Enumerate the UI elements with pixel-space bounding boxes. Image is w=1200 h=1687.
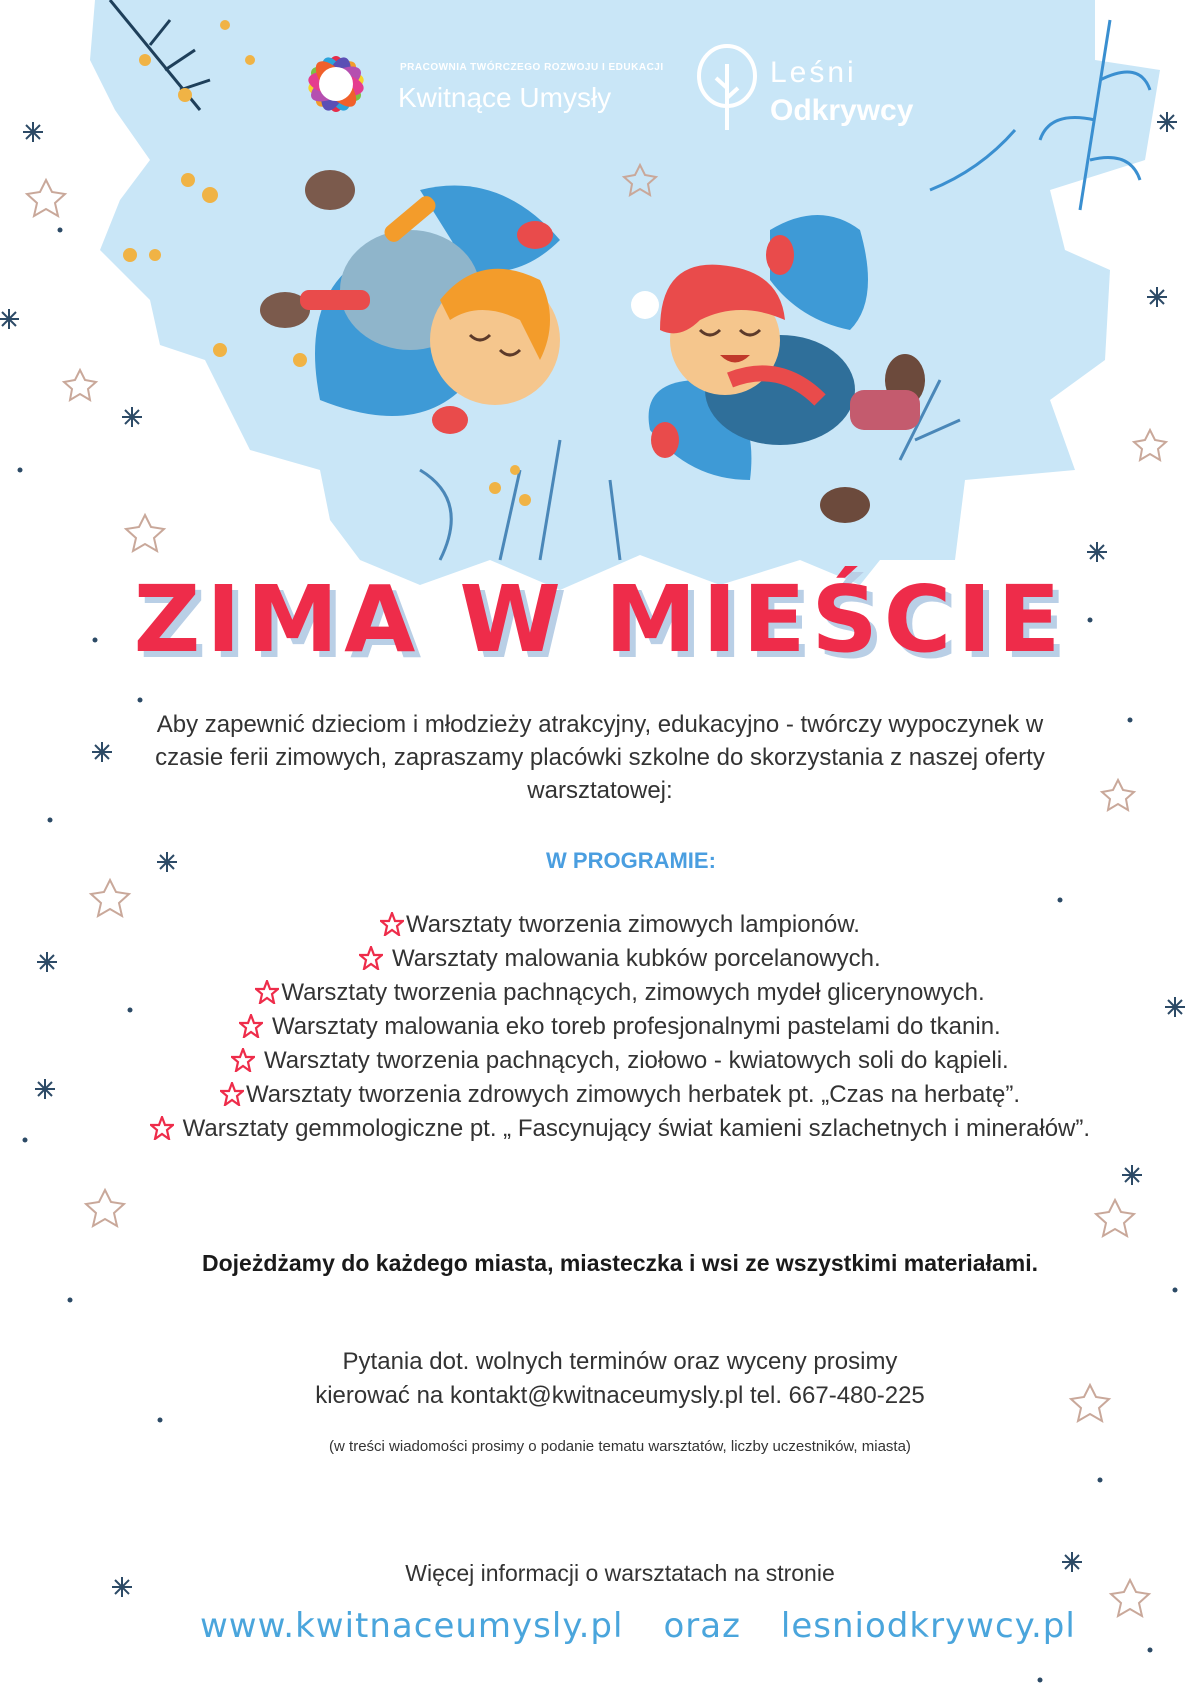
links-separator: oraz	[663, 1606, 741, 1646]
program-item-text: Warsztaty tworzenia zdrowych zimowych herbatek pt. „Czas na herbatę”.	[245, 1081, 1021, 1108]
program-list	[120, 908, 1120, 1146]
star-bullet-icon	[150, 1116, 174, 1140]
program-item-text: Warsztaty tworzenia zimowych lampionów.	[406, 911, 860, 938]
link-lesniodkrywcy[interactable]: lesniodkrywcy.pl	[780, 1606, 1076, 1646]
contact-note: (w treści wiadomości prosimy o podanie tematu warsztatów, liczby uczestników, miasta)	[329, 1438, 911, 1455]
star-bullet-icon	[220, 1082, 244, 1106]
more-info-text: Więcej informacji o warsztatach na stronie	[405, 1560, 835, 1586]
logo-kwitnace-name: Kwitnące Umysły	[398, 82, 612, 113]
program-item	[120, 1010, 1120, 1044]
link-kwitnaceumysly[interactable]: www.kwitnaceumysly.pl	[200, 1606, 624, 1646]
flower-logo-icon	[288, 38, 384, 130]
logo-lesni-line1: Leśni	[770, 56, 857, 89]
logo-lesni-odkrywcy[interactable]	[694, 44, 934, 134]
page-title: ZIMA W MIEŚCIE	[133, 566, 1067, 673]
program-item	[120, 942, 1120, 976]
program-item-text: Warsztaty tworzenia pachnących, zimowych mydeł glicerynowych.	[281, 979, 985, 1006]
program-heading: W PROGRAMIE:	[546, 848, 716, 873]
program-item-text: Warsztaty tworzenia pachnących, ziołowo - kwiatowych soli do kąpieli.	[263, 1047, 1009, 1074]
program-item-text: Warsztaty gemmologiczne pt. „ Fascynujący świat kamieni szlachetnych i minerałów”.	[182, 1115, 1091, 1142]
intro-paragraph: Aby zapewnić dzieciom i młodzieży atrakcyjny, edukacyjno - twórczy wypoczynek w czasie ferii zimowych, zapraszamy placówki szkolne do skorzystania z naszej oferty warsztatowej:	[155, 711, 1045, 804]
program-item	[120, 1044, 1120, 1078]
program-item-text: Warsztaty malowania eko toreb profesjonalnymi pastelami do tkanin.	[271, 1013, 1001, 1040]
contact-block	[200, 1345, 1040, 1413]
star-bullet-icon	[255, 980, 279, 1004]
star-bullet-icon	[380, 912, 404, 936]
logo-lesni-line2: Odkrywcy	[770, 94, 914, 127]
contact-line-1: Pytania dot. wolnych terminów oraz wyceny prosimy	[342, 1348, 898, 1375]
program-item	[120, 908, 1120, 942]
star-bullet-icon	[231, 1048, 255, 1072]
contact-line-2[interactable]: kierować na kontakt@kwitnaceumysly.pl tel. 667-480-225	[315, 1382, 925, 1409]
travel-statement: Dojeżdżamy do każdego miasta, miasteczka i wsi ze wszystkimi materiałami.	[201, 1250, 1038, 1276]
logo-kwitnace-umysly[interactable]	[288, 38, 678, 130]
website-links	[200, 1606, 1076, 1646]
program-item	[120, 1078, 1120, 1112]
program-item-text: Warsztaty malowania kubków porcelanowych.	[392, 945, 881, 972]
star-bullet-icon	[239, 1014, 263, 1038]
tree-logo-icon	[694, 44, 760, 134]
logo-kwitnace-subtitle: PRACOWNIA TWÓRCZEGO ROZWOJU I EDUKACJI	[400, 62, 664, 73]
star-bullet-icon	[359, 946, 383, 970]
program-item	[120, 976, 1120, 1010]
program-item	[120, 1112, 1120, 1146]
